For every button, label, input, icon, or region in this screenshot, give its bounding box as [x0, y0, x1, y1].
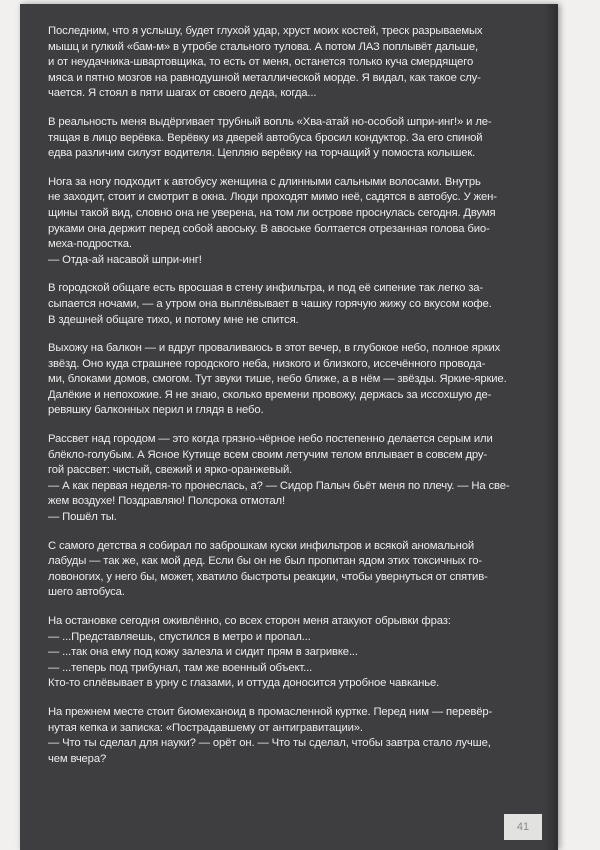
text-line: В реальность меня выдёргивает трубный вопль «Хва-атай но-особой шпри-инг!» и ле- [48, 115, 492, 128]
paragraph [48, 705, 536, 767]
paragraph [48, 115, 536, 162]
text-line: блёкло-голубым. А Ясное Кутище всем своим летучим телом вплывает в совсем дру- [48, 448, 488, 461]
paragraph [48, 539, 536, 601]
paragraph [48, 24, 536, 102]
text-line: чем вчера? [48, 752, 107, 765]
text-line: жем воздухе! Поздравляю! Полсрока отмотал! [48, 495, 285, 508]
text-line: меха-подростка. [48, 238, 132, 251]
paragraph [48, 175, 536, 269]
text-line: тящая в лицо верёвка. Верёвку из дверей автобуса бросил кондуктор. За его спиной [48, 131, 483, 144]
text-line: руками она держит перед собой авоську. В авоське болтается отрезанная голова био- [48, 222, 490, 235]
text-line: Кто-то сплёвывает в урну с глазами, и оттуда доносится утробное чавканье. [48, 677, 440, 690]
text-line: не заходит, стоит и смотрит в окна. Люди проходят мимо неё, садятся в автобус. У жен- [48, 191, 497, 204]
text-line: На остановке сегодня оживлённо, со всех сторон меня атакуют обрывки фраз: [48, 615, 451, 627]
text-line: Последним, что я услышу, будет глухой удар, хруст моих костей, треск разрываемых [48, 25, 483, 37]
text-line: гой рассвет: чистый, свежий и ярко-оранжевый. [48, 464, 293, 477]
text-line: ми, блоками домов, смогом. Тут звуки тише, небо ближе, а в нём — звёзды. Яркие-яркие. [48, 373, 507, 386]
page-text [48, 24, 536, 780]
text-line: В городской общаге есть вросшая в стену инфильтра, и под её сипение так легко за- [48, 282, 484, 295]
text-line: ревяшку балконных перил и глядя в небо. [48, 404, 264, 417]
text-line: Нога за ногу подходит к автобусу женщина с длинными сальными волосами. Внутрь [48, 175, 481, 188]
text-line: лабуды — так же, как мой дед. Если бы он не был пропитан ядом этих токсичных го- [48, 555, 483, 568]
text-line: звёзд. Оно куда страшнее городского неба, низкого и близкого, иссечённого провода- [48, 357, 486, 370]
text-line: Рассвет над городом — это когда грязно-чёрное небо постепенно делается серым или [48, 433, 493, 446]
text-line: и от неудачника-швартовщика, то есть от меня, останется только куча смердящего [48, 56, 474, 69]
text-line: С самого детства я собирал по заброшкам куски инфильтров и всякой аномальной [48, 539, 475, 552]
paragraph [48, 432, 536, 526]
text-line: — Пошёл ты. [48, 511, 117, 524]
text-line: На прежнем месте стоит биомеханоид в промасленной куртке. Перед ним — перевёр- [48, 705, 493, 718]
text-line: — ...Представляешь, спустился в метро и пропал... [48, 630, 311, 643]
text-line: чается. Я стоял в пяти шагах от своего деда, когда... [48, 87, 317, 100]
text-line: — Что ты сделал для науки? — орёт он. — Что ты сделал, чтобы завтра стало лучше, [48, 737, 491, 750]
text-line: Далёкие и непохожие. Я не знаю, сколько времени провожу, держась за иссохшую де- [48, 388, 492, 401]
text-line: — ...теперь под трибунал, там же военный объект... [48, 661, 313, 674]
book-page [20, 4, 558, 850]
text-line: ловоногих, у него бы, может, хватило быстроты реакции, чтобы увернуться от спятив- [48, 570, 488, 583]
text-line: — ...так она ему под кожу залезла и сидит прям в загривке... [48, 646, 358, 659]
text-line: — Отда-ай насавой шпри-инг! [48, 253, 202, 266]
text-line: В здешней общаге тихо, и потому мне не спится. [48, 313, 299, 326]
text-line: щины такой вид, словно она не уверена, на том ли острове проснулась сегодня. Двумя [48, 206, 496, 219]
text-line: мышц и гулкий «бам-м» в утробе стального тулова. А потом ЛАЗ поплывёт дальше, [48, 40, 478, 53]
paragraph [48, 614, 536, 692]
text-line: Выхожу на балкон — и вдруг проваливаюсь в этот вечер, в глубокое небо, полное ярких [48, 342, 501, 355]
text-line: нутая кепка и записка: «Пострадавшему от антигравитации». [48, 721, 363, 734]
text-line: едва различим силуэт водителя. Цепляю верёвку на торчащий у помоста колышек. [48, 147, 476, 160]
text-line: — А как первая неделя-то пронеслась, а? — Сидор Палыч бьёт меня по плечу. — На све- [48, 479, 510, 492]
page-number: 41 [504, 814, 542, 840]
paragraph [48, 281, 536, 328]
text-line: сыпается ночами, — а утром она выплёвывает в чашку горячую жижу со вкусом кофе. [48, 297, 492, 310]
paragraph [48, 341, 536, 419]
page-spine-shadow [544, 4, 558, 850]
text-line: мяса и пятно мозгов на равнодушной металлической морде. Я видал, как такое слу- [48, 71, 481, 84]
text-line: шего автобуса. [48, 586, 125, 599]
